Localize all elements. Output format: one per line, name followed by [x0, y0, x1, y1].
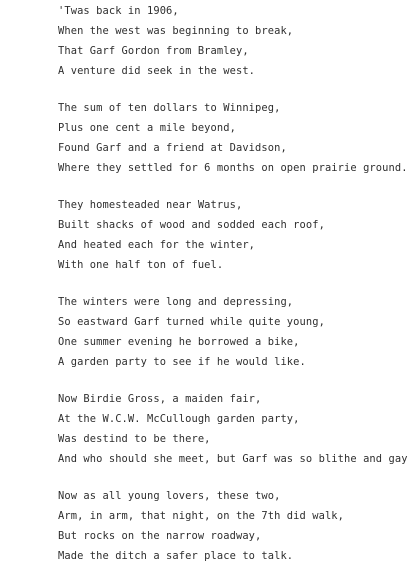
poem-line: They homesteaded near Watrus,	[58, 199, 243, 211]
poem-line: With one half ton of fuel.	[58, 259, 224, 271]
poem-line: So eastward Garf turned while quite young,	[58, 316, 325, 328]
poem-body	[58, 1, 418, 566]
poem-line: At the W.C.W. McCullough garden party,	[58, 413, 300, 425]
poem-line: And who should she meet, but Garf was so blithe and gay	[58, 453, 408, 465]
poem-line: One summer evening he borrowed a bike,	[58, 336, 300, 348]
poem-line: The sum of ten dollars to Winnipeg,	[58, 102, 281, 114]
poem-line: When the west was beginning to break,	[58, 25, 294, 37]
poem-line: That Garf Gordon from Bramley,	[58, 45, 249, 57]
stanza-5	[58, 389, 418, 469]
poem-line: A venture did seek in the west.	[58, 65, 256, 77]
poem-line: And heated each for the winter,	[58, 239, 256, 251]
stanza-1	[58, 1, 418, 81]
stanza-2	[58, 98, 418, 178]
poem-line: Plus one cent a mile beyond,	[58, 122, 236, 134]
poem-line: 'Twas back in 1906,	[58, 5, 179, 17]
poem-line: A garden party to see if he would like.	[58, 356, 306, 368]
poem-line: Now Birdie Gross, a maiden fair,	[58, 393, 262, 405]
poem-line: The winters were long and depressing,	[58, 296, 294, 308]
poem-line: Where they settled for 6 months on open prairie ground.	[58, 162, 408, 174]
poem-line: Made the ditch a safer place to talk.	[58, 550, 294, 562]
poem-line: Now as all young lovers, these two,	[58, 490, 281, 502]
stanza-4	[58, 292, 418, 372]
stanza-6	[58, 486, 418, 566]
poem-line: Found Garf and a friend at Davidson,	[58, 142, 287, 154]
stanza-3	[58, 195, 418, 275]
poem-line: Was destind to be there,	[58, 433, 211, 445]
poem-line: But rocks on the narrow roadway,	[58, 530, 262, 542]
poem-line: Arm, in arm, that night, on the 7th did walk,	[58, 510, 345, 522]
poem-line: Built shacks of wood and sodded each roof,	[58, 219, 325, 231]
